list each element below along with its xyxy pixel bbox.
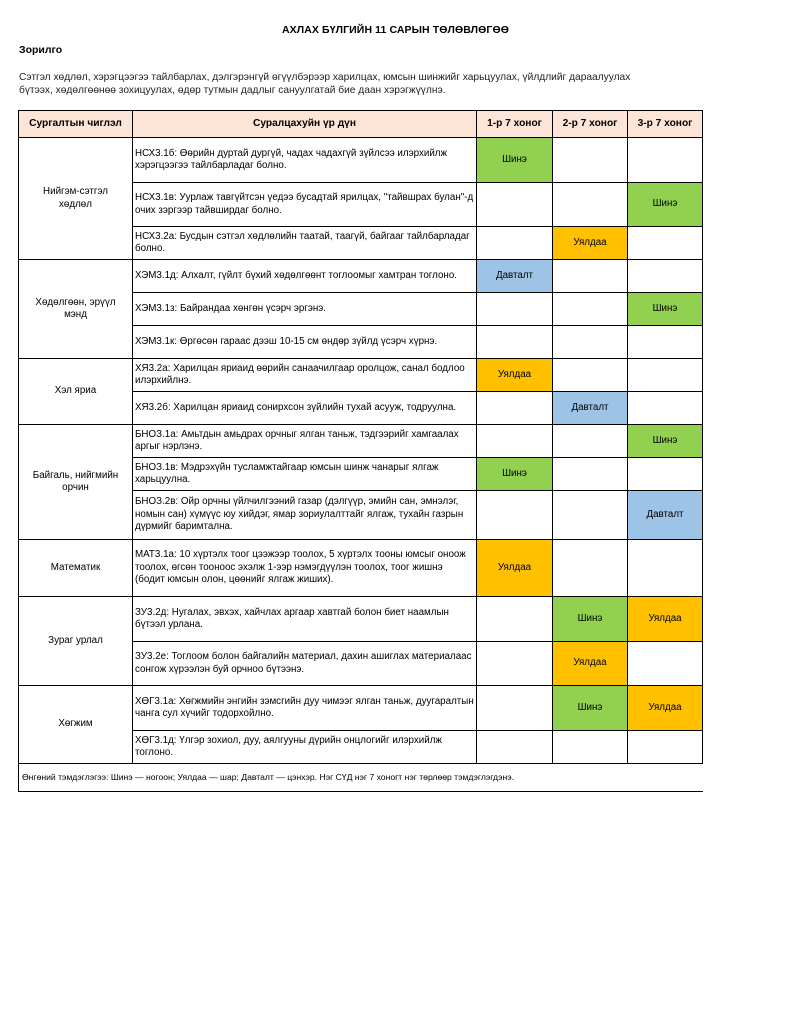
- outcome-cell: ЗУ3.2д: Нугалах, эвхэх, хайчлах аргаар хавтгай болон биет наамлын бүтээл урлана.: [133, 597, 477, 642]
- week2-cell: Давталт: [553, 392, 628, 425]
- table-row: [19, 359, 703, 392]
- page-title: АХЛАХ БҮЛГИЙН 11 САРЫН ТӨЛӨВЛӨГӨӨ: [281, 24, 510, 36]
- week1-cell: [477, 326, 553, 359]
- week3-cell: Шинэ: [628, 183, 703, 227]
- week2-cell: Шинэ: [553, 597, 628, 642]
- week2-cell: Уялдаа: [553, 227, 628, 260]
- week1-cell: [477, 642, 553, 686]
- week1-cell: [477, 293, 553, 326]
- week3-cell: [628, 260, 703, 293]
- table-header-row: [19, 111, 703, 138]
- table-row: [19, 686, 703, 731]
- week1-cell: Шинэ: [477, 138, 553, 183]
- week1-cell: [477, 183, 553, 227]
- week3-cell: [628, 540, 703, 597]
- monthly-plan-table: [18, 110, 703, 792]
- learning-area-cell: [19, 425, 133, 540]
- outcome-cell: МАТ3.1а: 10 хүртэлх тоог цээжээр тоолох, 5 хүртэлх тооны юмсыг оноож тоолох, өгсөн тооноос эхэлж 1-ээр нэмэгдүүлэн тоолох, тоог жишнэ (бодит юмсын олон, цөөнийг ялгаж жиших).: [133, 540, 477, 597]
- week1-cell: Давталт: [477, 260, 553, 293]
- week3-cell: [628, 392, 703, 425]
- outcome-cell: НСХ3.1в: Уурлаж тавгүйтсэн үедээ бусадтай ярилцах, "тайвшрах булан"-д очих зэргээр тайвширдаг болно.: [133, 183, 477, 227]
- outcome-cell: НСХ3.1б: Өөрийн дуртай дургүй, чадах чадахгүй зүйлсээ илэрхийлж хэрэгцээгээ тайлбарладаг болно.: [133, 138, 477, 183]
- week2-cell: [553, 359, 628, 392]
- week3-cell: [628, 227, 703, 260]
- learning-area-cell: [19, 359, 133, 425]
- learning-area-name: Математик: [50, 561, 101, 573]
- week2-cell: [553, 731, 628, 764]
- week1-cell: [477, 425, 553, 458]
- goal-heading: Зорилго: [19, 44, 63, 56]
- week1-cell: [477, 686, 553, 731]
- learning-area-name: Нийгэм-сэтгэл хөдлөл: [43, 186, 108, 210]
- week2-cell: [553, 458, 628, 491]
- week1-cell: Уялдаа: [477, 540, 553, 597]
- goal-text: Сэтгэл хөдлөл, хэрэгцээгээ тайлбарлах, дэлгэрэнгүй өгүүлбэрээр харилцах, юмсын шинжийг харьцуулах, үйлдлийг дараалуулах бүтээх, хөдөлгөөнөө зохицуулах, өдөр тутмын дадлыг сануулгатай бие даан хэрэгжүүлнэ.: [19, 72, 631, 96]
- week1-cell: [477, 392, 553, 425]
- week3-cell: [628, 458, 703, 491]
- week3-cell: [628, 138, 703, 183]
- learning-area-name: Хэл яриа: [54, 385, 97, 397]
- week2-cell: [553, 425, 628, 458]
- week2-cell: [553, 540, 628, 597]
- table-row: [19, 425, 703, 458]
- week3-cell: [628, 642, 703, 686]
- learning-area-name: Зураг урлал: [48, 634, 103, 646]
- outcome-cell: ЗУ3.2е: Тоглоом болон байгалийн материал, дахин ашиглах материалаас сонгож хүрээлэн буй орчноо бүтээнэ.: [133, 642, 477, 686]
- week1-cell: Уялдаа: [477, 359, 553, 392]
- week3-cell: [628, 326, 703, 359]
- learning-area-name: Хөдөлгөөн, эрүүл мэнд: [35, 296, 116, 320]
- learning-area-cell: [19, 597, 133, 686]
- header-week2: 2-р 7 хоног: [553, 111, 628, 138]
- week2-cell: [553, 260, 628, 293]
- week1-cell: [477, 227, 553, 260]
- outcome-cell: ХЭМ3.1к: Өргөсөн гараас дээш 10-15 см өндөр зүйлд үсэрч хүрнэ.: [133, 326, 477, 359]
- learning-area-name: Хөгжим: [58, 718, 93, 730]
- week3-cell: Уялдаа: [628, 597, 703, 642]
- week3-cell: Уялдаа: [628, 686, 703, 731]
- table-row: [19, 540, 703, 597]
- outcome-cell: БНОЗ.1а: Амьтдын амьдрах орчныг ялган таньж, тэдгээрийг хамгаалах аргыг нэрлэнэ.: [133, 425, 477, 458]
- table-body: [19, 138, 703, 792]
- week1-cell: [477, 491, 553, 540]
- outcome-cell: ХЯ3.2а: Харилцан яриаид өөрийн санаачилгаар оролцож, санал бодлоо илэрхийлнэ.: [133, 359, 477, 392]
- week3-cell: Давталт: [628, 491, 703, 540]
- outcome-cell: ХЭМ3.1з: Байрандаа хөнгөн үсэрч эргэнэ.: [133, 293, 477, 326]
- learning-area-cell: [19, 138, 133, 260]
- week1-cell: [477, 597, 553, 642]
- header-outcome: Суралцахуйн үр дүн: [133, 111, 477, 138]
- week1-cell: [477, 731, 553, 764]
- legend-row: [19, 764, 703, 792]
- table-row: [19, 138, 703, 183]
- week2-cell: [553, 293, 628, 326]
- week3-cell: [628, 359, 703, 392]
- learning-area-cell: [19, 260, 133, 359]
- outcome-cell: ХӨГ3.1а: Хөгжмийн энгийн зэмсгийн дуу чимээг ялган таньж, дуугаралтын чанга сул хүчийг тодорхойлно.: [133, 686, 477, 731]
- week3-cell: Шинэ: [628, 425, 703, 458]
- header-week3: 3-р 7 хоног: [628, 111, 703, 138]
- week2-cell: [553, 183, 628, 227]
- week2-cell: [553, 138, 628, 183]
- week3-cell: Шинэ: [628, 293, 703, 326]
- learning-area-name: Байгаль, нийгмийн орчин: [32, 469, 119, 493]
- table-row: [19, 260, 703, 293]
- outcome-cell: НСХ3.2а: Бусдын сэтгэл хөдлөлийн таатай, таагүй, байгааг тайлбарладаг болно.: [133, 227, 477, 260]
- outcome-cell: ХЭМ3.1д: Алхалт, гүйлт бүхий хөдөлгөөнт тоглоомыг хамтран тоглоно.: [133, 260, 477, 293]
- table-row: [19, 597, 703, 642]
- outcome-cell: БНОЗ.2в: Ойр орчны үйлчилгээний газар (дэлгүүр, эмийн сан, эмнэлэг, номын сан) хүмүүс юу хийдэг, ямар зориулалттайг ялгаж, тухайн газрын дүрмийг баримтална.: [133, 491, 477, 540]
- outcome-cell: ХӨГ3.1д: Үлгэр зохиол, дуу, аялгууны дүрийн онцлогийг илэрхийлж тоглоно.: [133, 731, 477, 764]
- outcome-cell: ХЯ3.2б: Харилцан яриаид сонирхсон зүйлийн тухай асууж, тодруулна.: [133, 392, 477, 425]
- week2-cell: Уялдаа: [553, 642, 628, 686]
- header-area: Сургалтын чиглэл: [19, 111, 133, 138]
- learning-area-cell: [19, 540, 133, 597]
- outcome-cell: БНОЗ.1в: Мэдрэхүйн тусламжтайгаар юмсын шинж чанарыг ялгаж харьцуулна.: [133, 458, 477, 491]
- learning-area-cell: [19, 686, 133, 764]
- week2-cell: Шинэ: [553, 686, 628, 731]
- week1-cell: Шинэ: [477, 458, 553, 491]
- week2-cell: [553, 326, 628, 359]
- week2-cell: [553, 491, 628, 540]
- header-week1: 1-р 7 хоног: [477, 111, 553, 138]
- week3-cell: [628, 731, 703, 764]
- color-legend-note: Өнгөний тэмдэглэгээ: Шинэ — ногоон; Уялдаа — шар; Давталт — цэнхэр. Нэг СҮД нэг 7 хоногт нэг төрлөөр тэмдэглэгдэнэ.: [19, 764, 703, 792]
